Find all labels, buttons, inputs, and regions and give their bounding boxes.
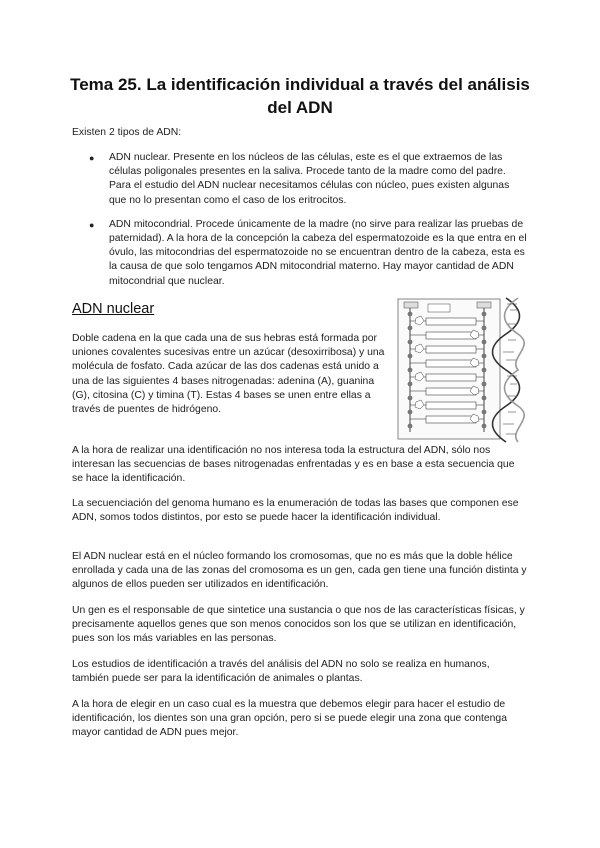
list-item-text: ADN nuclear. Presente en los núcleos de las células, este es el que extraemos de las células poligonales presentes en la saliva. Procede tanto de la madre como del padre. Para el estudio del ADN nuclear necesitamos células con núcleo, pues existen algunas que no lo presentan como el caso de los eritrocitos. bbox=[109, 152, 510, 206]
body-paragraph: A la hora de elegir en un caso cual es la muestra que debemos elegir para hacer el estudio de identificación, los dientes son una gran opción, pero si se puede elegir una zona que contenga mayor cantidad de ADN pues mejor. bbox=[72, 699, 507, 739]
section-heading: ADN nuclear bbox=[72, 301, 155, 317]
bullet-icon: ● bbox=[89, 153, 95, 163]
bullet-icon: ● bbox=[89, 219, 95, 230]
dna-structure-paragraph: Doble cadena en la que cada una de sus hebras está formada por uniones covalentes sucesivas entre un azúcar (desoxirribosa) y una molécula de fosfato. Cada azúcar de las dos cadenas está unido a una de las siguientes 4 bases nitrogenadas: adenina (A), guanina (G), citosina (C) y timina (T). Estas 4 bases se unen entre ellas a través de puentes de hidrógeno. bbox=[72, 333, 385, 416]
body-paragraph: Un gen es el responsable de que sintetice una sustancia o que nos de las características físicas, y precisamente aquellos genes que son menos conocidos son los que se utilizan en identificación, pues son los más variables en las personas. bbox=[72, 605, 525, 645]
body-paragraph: La secuenciación del genoma humano es la enumeración de todas las bases que componen ese ADN, somos todos distintos, por esto se puede hacer la identificación individual. bbox=[72, 498, 519, 524]
list-item bbox=[72, 151, 528, 208]
intro-text: Existen 2 tipos de ADN: bbox=[72, 127, 182, 138]
body-paragraph: Los estudios de identificación a través del análisis del ADN no solo se realiza en humanos, también puede ser para la identificación de animales o plantas. bbox=[72, 659, 490, 685]
page-title: Tema 25. La identificación individual a través del análisis del ADN bbox=[70, 75, 530, 117]
body-paragraph: A la hora de realizar una identificación no nos interesa toda la estructura del ADN, sólo nos interesan las secuencias de bases nitrogenadas enfrentadas y es en base a esta secuencia que se hace la identificación. bbox=[72, 445, 515, 485]
dna-types-list bbox=[72, 151, 528, 299]
list-item-text: ADN mitocondrial. Procede únicamente de la madre (no sirve para realizar las pruebas de paternidad). A la hora de la concepción la cabeza del espermatozoide es la que entra en el óvulo, las mitocondrias del espermatozoide no se encuentran dentro de la cabeza, esta es la causa de que solo tengamos ADN mitocondrial materno. Hay mayor cantidad de ADN mitocondrial que nuclear. bbox=[109, 218, 527, 287]
dna-structure-figure bbox=[396, 296, 526, 444]
list-item bbox=[72, 218, 528, 289]
body-paragraph: El ADN nuclear está en el núcleo formando los cromosomas, que no es más que la doble hélice enrollada y cada una de las zonas del cromosoma es un gen, cada gen tiene una función distinta y algunos de ellos pueden ser utilizados en identificación. bbox=[72, 551, 527, 591]
